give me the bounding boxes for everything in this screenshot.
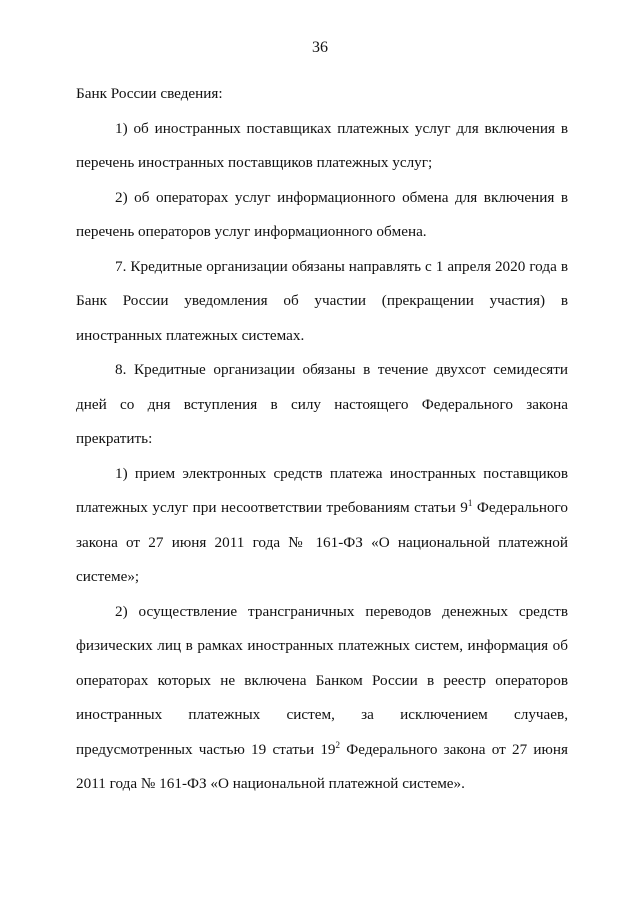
paragraph: [76, 250, 568, 354]
paragraph-text: 2) об операторах услуг информационного обмена для включения в перечень операторов услуг информационного обмена.: [76, 188, 568, 240]
paragraph-text: 8. Кредитные организации обязаны в течение двухсот семидесяти дней со дня вступления в силу настоящего Федерального закона прекратить:: [76, 361, 568, 447]
paragraph-text: Банк России сведения:: [76, 85, 223, 102]
paragraph: [76, 112, 568, 181]
paragraph-text: Федерального закона от 27 июня 2011 года № 161-ФЗ «О национальной платежной системе»;: [76, 499, 568, 585]
paragraph-text: Федерального закона от 27 июня 2011 года № 161-ФЗ «О национальной платежной системе».: [76, 740, 569, 792]
superscript-index: 1: [467, 498, 473, 508]
paragraph: [76, 457, 568, 595]
paragraph-text: 2) осуществление трансграничных переводов денежных средств физических лиц в рамках иностранных платежных систем, информация об операторах которых не включена Банком России в реестр операторов иностранных платежных систем, за исключением случаев, предусмотренных частью 19 статьи 19: [76, 602, 568, 758]
paragraph: [76, 181, 568, 250]
paragraph-text: 1) об иностранных поставщиках платежных услуг для включения в перечень иностранных поставщиков платежных услуг;: [76, 119, 568, 171]
document-body: [76, 77, 568, 802]
paragraph: [76, 595, 568, 802]
paragraph: [76, 77, 568, 112]
page-number: 36: [312, 39, 328, 56]
paragraph-text: 7. Кредитные организации обязаны направлять с 1 апреля 2020 года в Банк России уведомления об участии (прекращении участия) в иностранных платежных системах.: [76, 257, 568, 344]
paragraph: [76, 353, 568, 457]
superscript-index: 2: [335, 739, 341, 750]
paragraph-text: 1) прием электронных средств платежа иностранных поставщиков платежных услуг при несоответствии требованиям статьи 9: [76, 464, 568, 516]
